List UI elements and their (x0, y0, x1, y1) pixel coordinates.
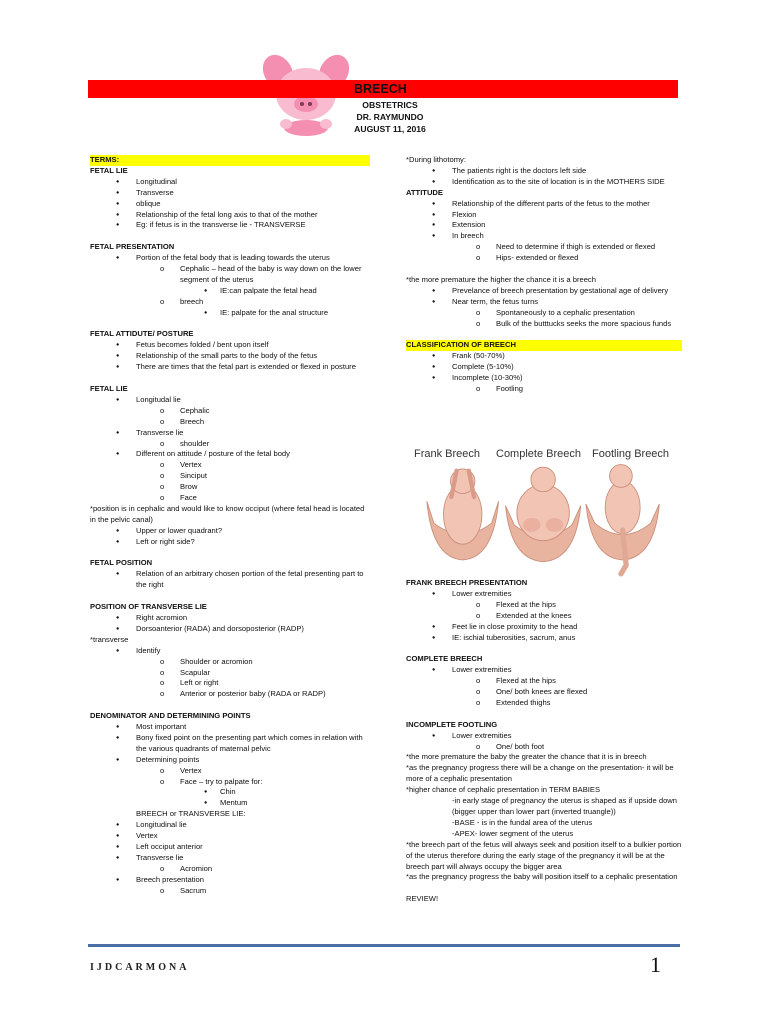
bullet-item: ● Relationship of the fetal long axis to that of the mother (90, 210, 370, 221)
paragraph-text: *higher chance of cephalic presentation in TERM BABIES (406, 785, 601, 795)
bullet-item: ● Longitudal lie (90, 395, 370, 406)
sub-bullet-item: o One/ both knees are flexed (406, 687, 682, 698)
indented-text: -APEX- lower segment of the uterus (452, 828, 574, 838)
sub-sub-bullet-item: ● Chin (90, 787, 370, 798)
bullet-item: ● Incomplete (10-30%) (406, 373, 682, 384)
sub-sub-bullet-item: ● IE:can palpate the fetal head (90, 286, 370, 297)
bullet-item: ● Longitudinal lie (90, 820, 370, 831)
bullet-item: ● Feet lie in close proximity to the head (406, 622, 682, 633)
frank-breech-figure (427, 469, 499, 560)
footer-divider (88, 944, 680, 947)
section-heading: FRANK BREECH PRESENTATION (406, 578, 528, 587)
spacer (406, 709, 682, 720)
sub-bullet-item: o Need to determine if thigh is extended or flexed (406, 242, 682, 253)
left-column (90, 155, 370, 897)
bullet-item: ● Identification as to the site of location is in the MOTHERS SIDE (406, 177, 682, 188)
bullet-item: ● Transverse lie (90, 428, 370, 439)
sub-bullet-item: o Bulk of the butttucks seeks the more spacious funds (406, 319, 682, 330)
spacer (406, 329, 682, 340)
spacer (90, 373, 370, 384)
sub-bullet-item: o Face (90, 493, 370, 504)
sub-bullet-item: o Hips- extended or flexed (406, 253, 682, 264)
section-heading: INCOMPLETE FOOTLING (406, 719, 498, 729)
paragraph-text: *the more premature the higher the chance it is a breech (406, 274, 596, 284)
bullet-item: ● Transverse lie (90, 853, 370, 864)
spacer (406, 264, 682, 275)
bullet-item: ● Prevelance of breech presentation by gestational age of delivery (406, 286, 682, 297)
indented-text: -BASE - is in the fundal area of the uterus (452, 817, 593, 827)
sub-bullet-item: o Extended at the knees (406, 611, 682, 622)
lecturer-label: DR. RAYMUNDO (356, 112, 424, 122)
subject-label: OBSTETRICS (362, 100, 418, 110)
bullet-item: ● Longitudinal (90, 177, 370, 188)
bullet-item: ● Complete (5-10%) (406, 362, 682, 373)
sub-bullet-item: o Anterior or posterior baby (RADA or RADP) (90, 689, 370, 700)
bullet-item: ● oblique (90, 199, 370, 210)
sub-bullet-item: o Breech (90, 417, 370, 428)
footling-breech-label: Footling Breech (592, 448, 670, 460)
complete-breech-label: Complete Breech (496, 448, 581, 460)
indented-text: -in early stage of pregnancy the uterus is shaped as if upside down (bigger upper than lower part (inverted truangle)) (452, 796, 677, 816)
spacer (90, 231, 370, 242)
bullet-item: ● Relationship of the different parts of the fetus to the mother (406, 199, 682, 210)
spacer (90, 548, 370, 559)
indented-text: BREECH or TRANSVERSE LIE: (136, 809, 246, 819)
bullet-item: ● Lower extremities (406, 589, 682, 600)
spacer (90, 700, 370, 711)
bullet-item: ● Flexion (406, 210, 682, 221)
bullet-item: ● Transverse (90, 188, 370, 199)
section-heading: FETAL ATTIDUTE/ POSTURE (90, 329, 194, 339)
spacer (406, 643, 682, 654)
spacer (90, 591, 370, 602)
complete-breech-figure (506, 467, 581, 561)
section-heading: POSITION OF TRANSVERSE LIE (90, 602, 207, 612)
date-label: AUGUST 11, 2016 (354, 124, 426, 134)
paragraph-text: *During lithotomy: (406, 155, 466, 164)
sub-bullet-item: o Face – try to palpate for: (90, 777, 370, 788)
bullet-item: ● Eg: if fetus is in the transverse lie - TRANSVERSE (90, 220, 370, 231)
sub-bullet-item: o Extended thighs (406, 698, 682, 709)
bullet-item: ● In breech (406, 231, 682, 242)
bullet-item: ● Upper or lower quadrant? (90, 526, 370, 537)
right-column-top (406, 155, 682, 395)
bullet-item: ● Near term, the fetus turns (406, 297, 682, 308)
sub-bullet-item: o One/ both foot (406, 742, 682, 753)
frank-breech-label: Frank Breech (414, 448, 481, 460)
bullet-item: ● Vertex (90, 831, 370, 842)
sub-bullet-item: o Sacrum (90, 886, 370, 897)
section-heading: DENOMINATOR AND DETERMINING POINTS (90, 711, 251, 721)
sub-bullet-item: o Vertex (90, 766, 370, 777)
bullet-item: ● Fetus becomes folded / bent upon itself (90, 340, 370, 351)
bullet-item: ● Different on attitude / posture of the fetal body (90, 449, 370, 460)
bullet-item: ● Relation of an arbitrary chosen portion of the fetal presenting part to the right (90, 569, 370, 591)
sub-bullet-item: o Cephalic (90, 406, 370, 417)
bullet-item: ● Right acromion (90, 613, 370, 624)
bullet-item: ● Relationship of the small parts to the body of the fetus (90, 351, 370, 362)
bullet-item: ● Breech presentation (90, 875, 370, 886)
bullet-item: ● Lower extremities (406, 665, 682, 676)
breech-types-illustration (406, 462, 682, 580)
sub-bullet-item: o Brow (90, 482, 370, 493)
sub-bullet-item: o Vertex (90, 460, 370, 471)
bullet-item: ● Dorsoanterior (RADA) and dorsoposterior (RADP) (90, 624, 370, 635)
bullet-item: ● Most important (90, 722, 370, 733)
bullet-item: ● Left or right side? (90, 537, 370, 548)
bullet-item: ● Extension (406, 220, 682, 231)
bullet-item: ● Left occiput anterior (90, 842, 370, 853)
paragraph-text: *transverse (90, 634, 129, 644)
sub-bullet-item: o Spontaneously to a cephalic presentation (406, 308, 682, 319)
bullet-item: ● Identify (90, 646, 370, 657)
section-heading-highlighted: CLASSIFICATION OF BREECH (406, 340, 682, 351)
sub-sub-bullet-item: ● Mentum (90, 798, 370, 809)
paragraph-text: *the breech part of the fetus will always seek and position itself to a bulkier portion of the uterus therefore during the early stage of the pregnancy it will be at the breech part will always occupy the bigger area (406, 839, 682, 871)
sub-bullet-item: o Scapular (90, 668, 370, 679)
paragraph-text: *the more premature the baby the greater the chance that it is in breech (406, 752, 647, 762)
sub-bullet-item: o Acromion (90, 864, 370, 875)
sub-bullet-item: o Flexed at the hips (406, 676, 682, 687)
sub-bullet-item: o Sinciput (90, 471, 370, 482)
paragraph-text: REVIEW! (406, 894, 439, 904)
section-heading: FETAL LIE (90, 165, 128, 175)
footer-author: IJDCARMONA (90, 962, 190, 973)
section-heading: FETAL POSITION (90, 558, 153, 568)
bullet-item: ● The patients right is the doctors left side (406, 166, 682, 177)
section-heading: FETAL PRESENTATION (90, 242, 175, 252)
sub-bullet-item: o Footling (406, 384, 682, 395)
sub-bullet-item: o Left or right (90, 678, 370, 689)
sub-bullet-item: o Cephalic – head of the baby is way down on the lower segment of the uterus (90, 264, 370, 286)
page-number: 1 (650, 952, 661, 977)
sub-bullet-item: o Shoulder or acromion (90, 657, 370, 668)
spacer (90, 319, 370, 330)
sub-bullet-item: o shoulder (90, 439, 370, 450)
section-heading-highlighted: TERMS: (90, 155, 370, 166)
section-heading: FETAL LIE (90, 383, 128, 393)
sub-bullet-item: o Flexed at the hips (406, 600, 682, 611)
paragraph-text: *as the pregnancy progress there will be a change on the presentation- it will be more of a cephalic presentation (406, 763, 674, 784)
bullet-item: ● Portion of the fetal body that is leading towards the uterus (90, 253, 370, 264)
right-column-bottom (406, 578, 682, 905)
bullet-item: ● Frank (50-70%) (406, 351, 682, 362)
paragraph-text: *position is in cephalic and would like to know occiput (where fetal head is located in the pelvic canal) (90, 503, 365, 524)
spacer (406, 883, 682, 894)
paragraph-text: *as the pregnancy progress the baby will position itself to a cephalic presentation (406, 872, 678, 882)
section-heading: ATTITUDE (406, 187, 443, 197)
bullet-item: ● Lower extremities (406, 731, 682, 742)
bullet-item: ● Determining points (90, 755, 370, 766)
bullet-item: ● There are times that the fetal part is extended or flexed in posture (90, 362, 370, 373)
footling-breech-figure (586, 465, 659, 574)
document-title: BREECH (354, 82, 407, 96)
bullet-item: ● IE: ischial tuberosities, sacrum, anus (406, 633, 682, 644)
sub-sub-bullet-item: ● IE: palpate for the anal structure (90, 308, 370, 319)
sub-bullet-item: o breech (90, 297, 370, 308)
section-heading: COMPLETE BREECH (406, 654, 483, 664)
bullet-item: ● Bony fixed point on the presenting part which comes in relation with the various quadrants of maternal pelvic (90, 733, 370, 755)
